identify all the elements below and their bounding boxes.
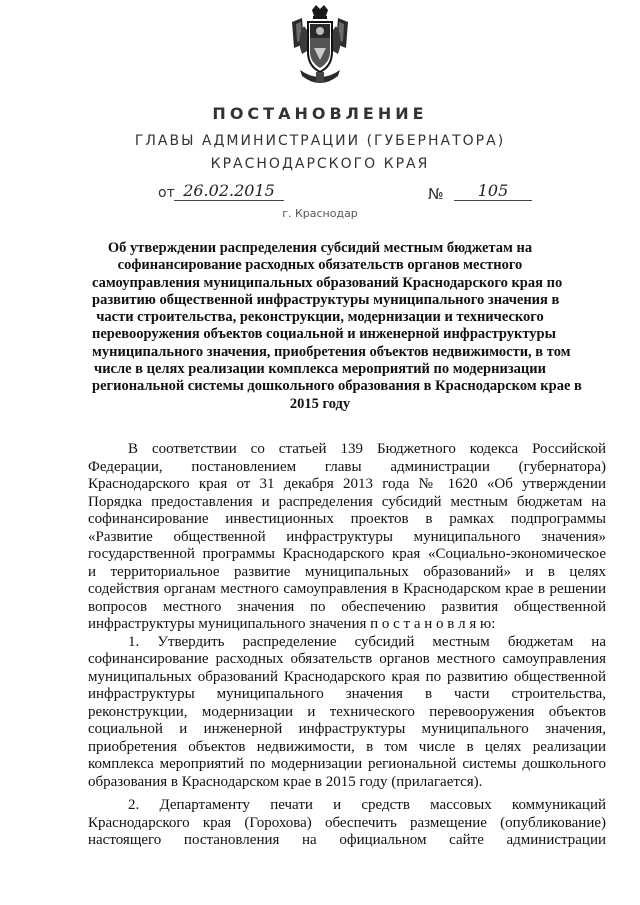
title-line: Об утверждении распределения субсидий местным бюджетам на <box>107 240 533 256</box>
body-line: государственной программы Краснодарского края «Социально-экономическое <box>88 546 606 562</box>
body-line: вопросов местного значения по обеспечению развития общественной <box>88 598 606 615</box>
title-line: софинансирование расходных обязательств органов местного <box>117 257 523 274</box>
document-body <box>88 441 606 850</box>
body-line: образования в Краснодарском крае в 2015 году (прилагается). <box>88 773 483 790</box>
body-line: социальной и инженерной инфраструктуры муниципального значения, <box>88 721 606 737</box>
body-line: муниципальных образований Краснодарского края по развитию общественной <box>88 668 606 685</box>
body-line: В соответствии со статьей 139 Бюджетного кодекса Российской <box>128 441 606 457</box>
body-line: «Развитие общественной инфраструктуры муниципального значения» <box>88 528 606 545</box>
body-line: Краснодарского края от 31 декабря 2013 года № 1620 «Об утверждении <box>88 476 606 492</box>
title-line: части строительства, реконструкции, модернизации и технического <box>96 309 544 326</box>
title-line: региональной системы дошкольного образования в Краснодарском крае в <box>92 378 582 395</box>
body-line: настоящего постановления на официальном сайте администрации <box>88 832 606 848</box>
body-line: 2. Департаменту печати и средств массовых коммуникаций <box>128 797 606 813</box>
body-line: комплекса мероприятий по модернизации региональной системы дошкольного <box>88 756 606 772</box>
body-line: Порядка предоставления и распределения субсидий местным бюджетам на <box>88 493 606 510</box>
title-line: развитию общественной инфраструктуры муниципального значения в <box>92 291 560 308</box>
number-label: № <box>428 185 444 203</box>
title-line: самоуправления муниципальных образований Краснодарского края по <box>92 274 563 291</box>
title-line: муниципального значения, приобретения объектов недвижимости, в том <box>92 343 571 360</box>
body-line: инфраструктуры муниципального значения п о с т а н о в л я ю: <box>88 616 496 632</box>
title-line: перевооружения объектов социальной и инженерной инфраструктуры <box>92 326 556 343</box>
title-line: 2015 году <box>289 395 351 412</box>
document-type-title: ПОСТАНОВЛЕНИЕ <box>212 104 428 123</box>
body-line: приобретения объектов недвижимости, в том числе в целях реализации <box>88 738 606 755</box>
issuer-line-1: ГЛАВЫ АДМИНИСТРАЦИИ (ГУБЕРНАТОРА) <box>134 133 506 149</box>
body-line: Федерации, постановлением главы администрации (губернатора) <box>88 458 606 475</box>
body-line: Краснодарского края (Горохова) обеспечить размещение (опубликование) <box>88 814 606 831</box>
body-line: 1. Утвердить распределение субсидий местным бюджетам на <box>128 633 606 650</box>
date-label: от <box>158 185 175 201</box>
document-title <box>92 240 582 413</box>
coat-of-arms-icon <box>288 4 352 90</box>
title-line: числе в целях реализации комплекса мероприятий по модернизации <box>94 361 546 378</box>
body-line: реконструкции, модернизации и технического перевооружения объектов <box>88 703 606 720</box>
body-line: инфраструктуры муниципального значения в части строительства, <box>88 686 606 702</box>
body-line: и территориальное развитие муниципальных образований» и в целях <box>88 563 606 580</box>
number-value: 105 <box>454 181 532 201</box>
issuer-line-2: КРАСНОДАРСКОГО КРАЯ <box>210 156 430 172</box>
city-line: г. Краснодар <box>282 207 358 220</box>
date-value: 26.02.2015 <box>174 181 284 201</box>
body-line: софинансирование расходных обязательств органов местного самоуправления <box>88 651 606 667</box>
body-line: софинансирование инвестиционных проектов в рамках подпрограммы <box>88 511 606 527</box>
body-line: содействия органам местного самоуправления в Краснодарском крае в решении <box>88 581 606 597</box>
